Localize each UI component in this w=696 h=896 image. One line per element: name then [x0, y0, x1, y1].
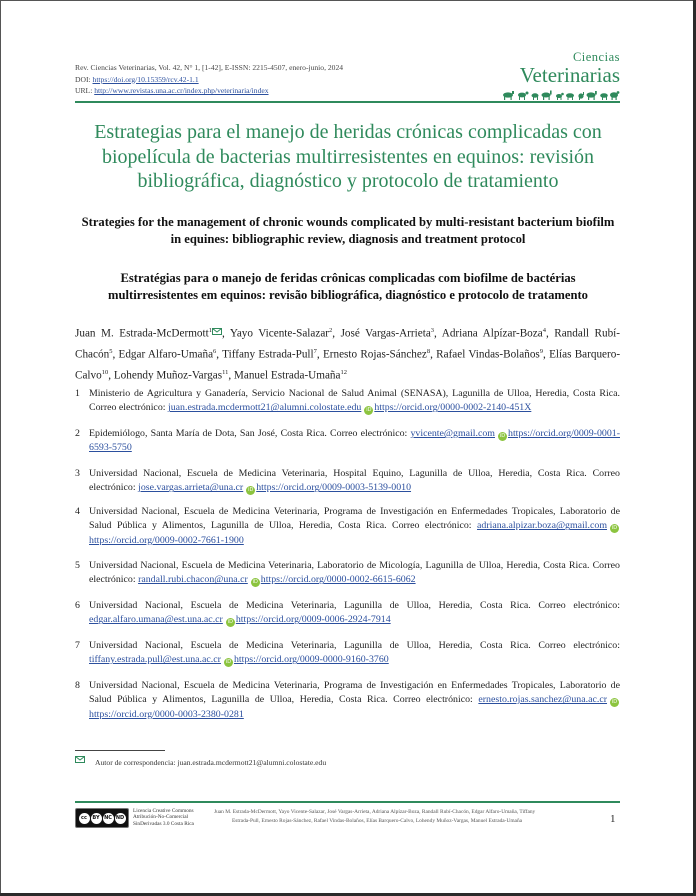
affiliation-number: 7 — [75, 640, 80, 651]
doi-line: DOI: https://doi.org/10.15359/rcv.42-1.1 — [75, 74, 199, 84]
citation-line: Rev. Ciencias Veterinarias, Vol. 42, N° 1, [1-42], E-ISSN: 2215-4507, enero-junio, 2024 — [75, 63, 344, 72]
affiliation-item — [75, 467, 620, 496]
orcid-link[interactable]: https://orcid.org/0000-0002-2140-451X — [374, 402, 532, 414]
affiliation-number: 5 — [75, 560, 80, 571]
affiliation-item — [75, 559, 620, 588]
email-link[interactable]: jose.vargas.arrieta@una.cr — [138, 482, 244, 494]
email-link[interactable]: adriana.alpizar.boza@gmail.com — [477, 520, 608, 532]
orcid-link[interactable]: https://orcid.org/0009-0006-2924-7914 — [235, 614, 391, 626]
affiliation-number: 4 — [75, 506, 80, 517]
doi-link[interactable]: https://doi.org/10.15359/rcv.42-1.1 — [92, 74, 199, 84]
author-name: Ernesto Rojas-Sánchez — [322, 348, 427, 361]
cc-license-badge[interactable] — [75, 808, 129, 828]
affiliation-text: Universidad Nacional, Escuela de Medicina Veterinaria, Lagunilla de Ulloa, Heredia, Costa Rica. Correo electrónico: — [89, 640, 620, 651]
affiliation-number: 8 — [75, 680, 80, 691]
affiliation-item — [75, 387, 620, 416]
orcid-icon: iD — [611, 699, 618, 706]
author-name: Randall Rubí-Chacón — [75, 327, 621, 361]
animals-silhouette-icon — [502, 88, 620, 100]
corresponding-footnote: Autor de correspondencia: juan.estrada.mcdermott21@alumni.colostate.edu — [75, 756, 326, 767]
footer-rule — [75, 801, 620, 803]
affiliation-text: Epidemiólogo, Santa María de Dota, San José, Costa Rica. Correo electrónico: — [89, 428, 408, 439]
nd-icon: ND — [115, 813, 126, 824]
author-affiliation-number: 5 — [109, 348, 113, 356]
orcid-icon: iD — [225, 659, 232, 666]
orcid-link[interactable]: https://orcid.org/0009-0003-5139-0010 — [256, 482, 412, 494]
header-rule — [75, 101, 620, 103]
affiliation-number: 3 — [75, 468, 80, 479]
affiliation-item — [75, 639, 620, 668]
orcid-icon: iD — [252, 579, 258, 586]
author-affiliation-number: 10 — [101, 369, 109, 377]
author-list: Juan M. Estrada-McDermott$^1$ , Yayo Vicente-Salazar$^2$, José Vargas-Arrieta$^3$, Adriana Alpízar-Boza$^4$, Randall Rubí-Chacón$^5$, Edgar Alfaro-Umaña$^6$, Tiffany Estrada-Pull$^7$, Ernesto Rojas-Sánchez$^8$, Rafael Vindas-Bolaños$^9$, Elías Barquero-Calvo$^{10}$, Lohendy Muñoz-Vargas$^{11}$, Manuel Estrada-Umaña$^{12}$ — [75, 327, 621, 383]
by-icon: BY — [91, 813, 102, 824]
author-name: Manuel Estrada-Umaña — [233, 370, 341, 383]
affiliation-number: 1 — [75, 388, 80, 399]
email-link[interactable]: yvicente@gmail.com — [410, 428, 495, 439]
author-name: Rafael Vindas-Bolaños — [436, 348, 540, 361]
author-affiliation-number: 2 — [329, 327, 333, 334]
author-name: Yayo Vicente-Salazar — [229, 327, 330, 340]
author-name: Lohendy Muñoz-Vargas — [113, 370, 223, 383]
author-name: Adriana Alpízar-Boza — [441, 327, 543, 340]
author-affiliation-number: 12 — [340, 369, 347, 377]
url-link[interactable]: http://www.revistas.una.ac.cr/index.php/veterinaria/index — [94, 86, 269, 96]
journal-header — [75, 62, 343, 97]
email-link[interactable]: edgar.alfaro.umana@est.una.ac.cr — [89, 614, 223, 626]
email-link[interactable]: tiffany.estrada.pull@est.una.ac.cr — [89, 654, 221, 666]
author-affiliation-number: 6 — [213, 348, 217, 356]
orcid-icon: iD — [611, 525, 618, 532]
author-affiliation-number: 4 — [542, 327, 546, 334]
affiliation-number: 6 — [75, 600, 80, 611]
email-link[interactable]: randall.rubi.chacon@una.cr — [138, 574, 248, 586]
affiliation-text: Universidad Nacional, Escuela de Medicina Veterinaria, Hospital Equino, Lagunilla de Ulloa, Heredia, Costa Rica. Correo electrónico: — [89, 468, 620, 494]
cc-icon: cc — [79, 813, 90, 824]
email-link[interactable]: juan.estrada.mcdermott21@alumni.colostate.edu — [167, 402, 362, 414]
license-text: Licencia Creative Commons Atribución-No-Comercial SinDerivadas 3.0 Costa Rica — [133, 808, 194, 827]
orcid-icon: iD — [248, 487, 254, 494]
title-portuguese: Estratégias para o manejo de feridas crônicas complicadas com biofilme de bactérias multirresistentes em equinos: revisão bibliográfica, diagnóstico e protocolo de tratamento — [108, 271, 588, 302]
journal-logo — [502, 50, 620, 100]
author-affiliation-number: 7 — [313, 348, 317, 356]
orcid-link[interactable]: https://orcid.org/0000-0002-6615-6062 — [260, 574, 416, 586]
author-name: Juan M. Estrada-McDermott — [75, 327, 209, 340]
affiliation-item — [75, 599, 620, 628]
author-name: Tiffany Estrada-Pull — [222, 348, 314, 361]
affiliation-text: Ministerio de Agricultura y Ganadería, Servicio Nacional de Salud Animal (SENASA), Lagunilla de Ulloa, Heredia, Costa Rica. Correo electrónico: — [89, 388, 620, 414]
orcid-link[interactable]: https://orcid.org/0009-0002-7661-1900 — [89, 534, 244, 546]
orcid-icon: iD — [499, 433, 506, 439]
orcid-link[interactable]: https://orcid.org/0009-0001-6593-5750 — [89, 428, 620, 454]
author-affiliation-number: 11 — [222, 369, 229, 377]
nc-icon: NC — [103, 813, 114, 824]
author-name: José Vargas-Arrieta — [340, 327, 431, 340]
orcid-link[interactable]: https://orcid.org/0000-0003-2380-0281 — [89, 708, 244, 720]
author-name: Edgar Alfaro-Umaña — [118, 348, 214, 361]
affiliation-text: Universidad Nacional, Escuela de Medicina Veterinaria, Laboratorio de Micología, Lagunilla de Ulloa, Heredia, Costa Rica. Correo electrónico: — [89, 560, 620, 586]
envelope-icon — [75, 756, 85, 763]
logo-line1: Ciencias — [572, 50, 620, 64]
author-affiliation-number: 9 — [539, 348, 544, 356]
author-affiliation-number: 1 — [208, 327, 212, 334]
author-affiliation-number: 8 — [426, 348, 431, 356]
logo-line2: Veterinarias — [519, 63, 620, 87]
affiliation-text: Universidad Nacional, Escuela de Medicina Veterinaria, Programa de Investigación en Enfermedades Tropicales, Laboratorio de Salud Pública y Alimentos, Lagunilla de Ulloa, Heredia, Costa Rica. Correo electrónico: — [89, 506, 620, 532]
title-english: Strategies for the management of chronic wounds complicated by multi-resistant bacterium biofilm in equines: bibliographic review, diagnosis and treatment protocol — [81, 215, 615, 246]
url-line: URL: http://www.revistas.una.ac.cr/index.php/veterinaria/index — [75, 86, 269, 96]
title-spanish: Estrategias para el manejo de heridas crónicas complicadas con biopelícula de bacterias multirresistentes en equinos: revisión bibliográfica, diagnóstico y protocolo de tratamiento — [94, 121, 602, 192]
affiliation-text: Universidad Nacional, Escuela de Medicina Veterinaria, Lagunilla de Ulloa, Heredia, Costa Rica. Correo electrónico: — [89, 600, 620, 611]
affiliation-text: Universidad Nacional, Escuela de Medicina Veterinaria, Programa de Investigación en Enfermedades Tropicales, Laboratorio de Salud Pública y Alimentos, Lagunilla de Ulloa, Heredia, Costa Rica. Correo electrónico: — [89, 680, 620, 706]
affiliation-item — [75, 679, 620, 722]
affiliation-number: 2 — [75, 428, 80, 439]
affiliation-item — [75, 505, 620, 548]
envelope-icon[interactable] — [212, 328, 222, 335]
email-link[interactable]: ernesto.rojas.sanchez@una.ac.cr — [478, 694, 608, 706]
orcid-icon: iD — [227, 619, 233, 626]
author-affiliation-number: 3 — [430, 327, 435, 334]
author-name: Elías Barquero-Calvo — [75, 348, 621, 383]
page-number: 1 — [610, 813, 616, 825]
orcid-link[interactable]: https://orcid.org/0009-0000-9160-3760 — [233, 654, 389, 666]
affiliation-item — [75, 427, 620, 456]
footnote-rule — [75, 750, 165, 751]
orcid-icon: iD — [366, 407, 372, 414]
footer-authors: Juan M. Estrada-McDermott, Yayo Vicente-Salazar, José Vargas-Arrieta, Adriana Alpízar-Boza, Randall Rubí-Chacón, Edgar Alfaro-Umaña, Tiffany Estrada-Pull, Ernesto Rojas-Sánchez, Rafael Vindas-Bolaños, Elías Barquero-Calvo, Lohendy Muñoz-Vargas, Manuel Estrada-Umaña — [214, 809, 536, 824]
